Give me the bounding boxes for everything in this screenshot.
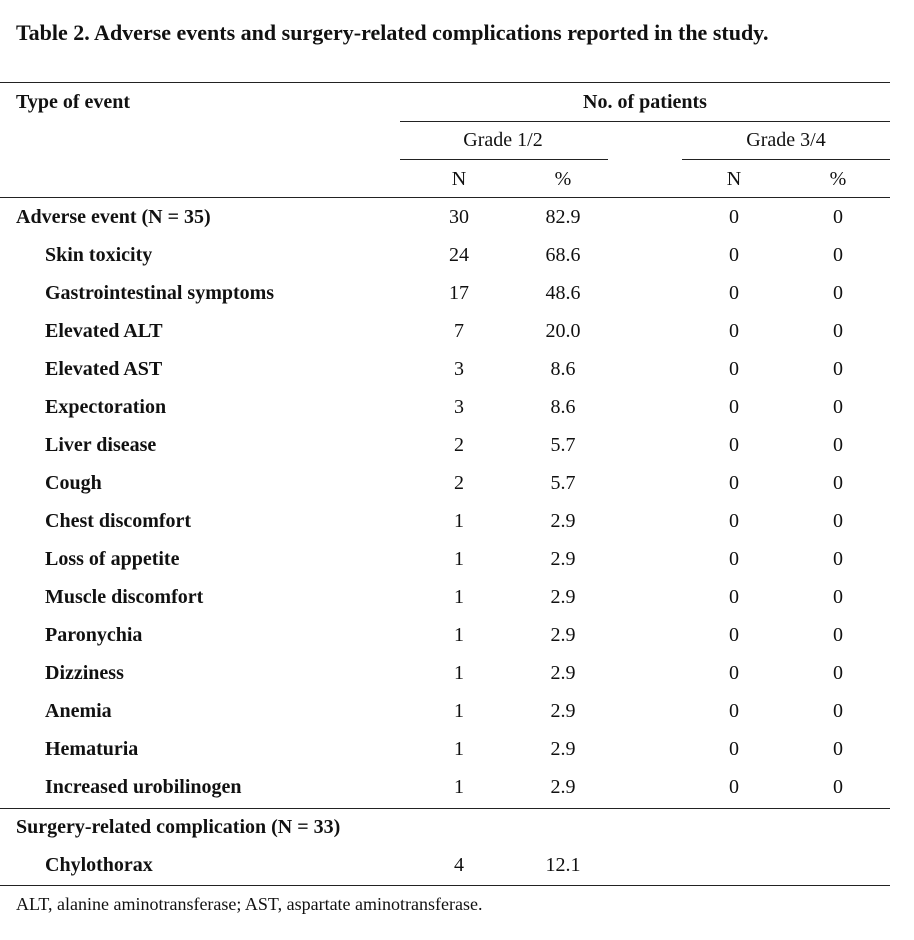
header-n-grade-1-2: N xyxy=(451,168,467,190)
row-n-grade-1-2: 1 xyxy=(454,662,464,684)
row-pct-grade-1-2: 2.9 xyxy=(550,700,576,722)
row-label: Hematuria xyxy=(45,738,139,760)
row-n-grade-3-4: 0 xyxy=(729,738,739,760)
row-n-grade-1-2: 1 xyxy=(454,700,464,722)
table-top-rule xyxy=(0,82,890,83)
row-pct-grade-3-4: 0 xyxy=(833,738,843,760)
row-n-grade-1-2: 24 xyxy=(449,244,469,266)
row-pct-grade-3-4: 0 xyxy=(833,700,843,722)
row-n-grade-3-4: 0 xyxy=(729,586,739,608)
header-pct-grade-3-4: % xyxy=(829,168,847,190)
row-pct-grade-3-4: 0 xyxy=(833,776,843,798)
row-pct-grade-1-2: 2.9 xyxy=(550,510,576,532)
row-n-grade-3-4: 0 xyxy=(729,358,739,380)
row-n-grade-1-2: 1 xyxy=(454,624,464,646)
header-bottom-rule xyxy=(0,197,890,198)
row-label: Muscle discomfort xyxy=(45,586,204,608)
table-caption: Table 2. Adverse events and surgery-related complications reported in the study. xyxy=(16,20,769,45)
row-pct-grade-3-4: 0 xyxy=(833,624,843,646)
row-pct-grade-1-2: 5.7 xyxy=(550,472,576,494)
row-pct-grade-1-2: 12.1 xyxy=(545,854,581,876)
table-bottom-rule xyxy=(0,885,890,886)
row-pct-grade-3-4: 0 xyxy=(833,206,843,228)
row-label: Surgery-related complication (N = 33) xyxy=(16,816,341,838)
row-label: Elevated AST xyxy=(45,358,163,380)
row-label: Adverse event (N = 35) xyxy=(16,206,211,228)
row-pct-grade-1-2: 20.0 xyxy=(545,320,581,342)
row-n-grade-1-2: 1 xyxy=(454,548,464,570)
row-label: Chest discomfort xyxy=(45,510,192,532)
row-n-grade-3-4: 0 xyxy=(729,206,739,228)
row-n-grade-3-4: 0 xyxy=(729,396,739,418)
row-pct-grade-1-2: 82.9 xyxy=(545,206,581,228)
row-pct-grade-1-2: 68.6 xyxy=(545,244,581,266)
row-pct-grade-3-4: 0 xyxy=(833,282,843,304)
row-n-grade-1-2: 7 xyxy=(454,320,464,342)
row-pct-grade-1-2: 48.6 xyxy=(545,282,581,304)
patients-underline xyxy=(400,121,890,122)
row-label: Chylothorax xyxy=(45,854,153,876)
row-label: Gastrointestinal symptoms xyxy=(45,282,275,304)
grade-1-2-underline xyxy=(400,159,608,160)
row-n-grade-3-4: 0 xyxy=(729,282,739,304)
row-pct-grade-3-4: 0 xyxy=(833,510,843,532)
row-pct-grade-3-4: 0 xyxy=(833,548,843,570)
adverse-section-bottom-rule xyxy=(0,808,890,809)
row-n-grade-1-2: 30 xyxy=(449,206,469,228)
row-n-grade-1-2: 1 xyxy=(454,586,464,608)
header-n-grade-3-4: N xyxy=(726,168,742,190)
row-pct-grade-3-4: 0 xyxy=(833,586,843,608)
row-pct-grade-1-2: 2.9 xyxy=(550,738,576,760)
row-pct-grade-1-2: 2.9 xyxy=(550,548,576,570)
row-n-grade-3-4: 0 xyxy=(729,624,739,646)
row-pct-grade-3-4: 0 xyxy=(833,472,843,494)
row-pct-grade-3-4: 0 xyxy=(833,320,843,342)
row-pct-grade-3-4: 0 xyxy=(833,434,843,456)
row-n-grade-1-2: 4 xyxy=(454,854,464,876)
row-n-grade-3-4: 0 xyxy=(729,472,739,494)
row-n-grade-3-4: 0 xyxy=(729,776,739,798)
row-n-grade-3-4: 0 xyxy=(729,662,739,684)
row-pct-grade-3-4: 0 xyxy=(833,244,843,266)
row-pct-grade-1-2: 2.9 xyxy=(550,586,576,608)
row-pct-grade-1-2: 2.9 xyxy=(550,662,576,684)
row-pct-grade-3-4: 0 xyxy=(833,662,843,684)
grade-3-4-underline xyxy=(682,159,890,160)
row-n-grade-1-2: 2 xyxy=(454,472,464,494)
row-label: Dizziness xyxy=(45,662,124,684)
row-n-grade-1-2: 3 xyxy=(454,358,464,380)
row-n-grade-1-2: 17 xyxy=(449,282,469,304)
row-label: Paronychia xyxy=(45,624,143,646)
row-label: Expectoration xyxy=(45,396,167,418)
row-n-grade-1-2: 2 xyxy=(454,434,464,456)
row-n-grade-3-4: 0 xyxy=(729,244,739,266)
row-pct-grade-1-2: 2.9 xyxy=(550,624,576,646)
row-pct-grade-1-2: 5.7 xyxy=(550,434,576,456)
table-footnote: ALT, alanine aminotransferase; AST, aspartate aminotransferase. xyxy=(16,894,483,914)
row-n-grade-3-4: 0 xyxy=(729,510,739,532)
row-pct-grade-1-2: 8.6 xyxy=(550,358,576,380)
row-n-grade-1-2: 1 xyxy=(454,776,464,798)
row-label: Skin toxicity xyxy=(45,244,153,266)
row-label: Increased urobilinogen xyxy=(45,776,242,798)
row-pct-grade-1-2: 2.9 xyxy=(550,776,576,798)
row-pct-grade-3-4: 0 xyxy=(833,358,843,380)
row-label: Loss of appetite xyxy=(45,548,180,570)
row-n-grade-1-2: 1 xyxy=(454,510,464,532)
header-type-of-event: Type of event xyxy=(16,91,131,113)
row-n-grade-3-4: 0 xyxy=(729,434,739,456)
header-pct-grade-1-2: % xyxy=(554,168,572,190)
row-n-grade-1-2: 1 xyxy=(454,738,464,760)
row-label: Anemia xyxy=(45,700,112,722)
header-grade-3-4: Grade 3/4 xyxy=(746,129,826,151)
row-label: Cough xyxy=(45,472,102,494)
row-n-grade-1-2: 3 xyxy=(454,396,464,418)
row-pct-grade-3-4: 0 xyxy=(833,396,843,418)
row-n-grade-3-4: 0 xyxy=(729,548,739,570)
row-label: Liver disease xyxy=(45,434,157,456)
row-n-grade-3-4: 0 xyxy=(729,320,739,342)
row-n-grade-3-4: 0 xyxy=(729,700,739,722)
header-no-of-patients: No. of patients xyxy=(583,91,707,113)
header-grade-1-2: Grade 1/2 xyxy=(463,129,543,151)
row-pct-grade-1-2: 8.6 xyxy=(550,396,576,418)
row-label: Elevated ALT xyxy=(45,320,163,342)
